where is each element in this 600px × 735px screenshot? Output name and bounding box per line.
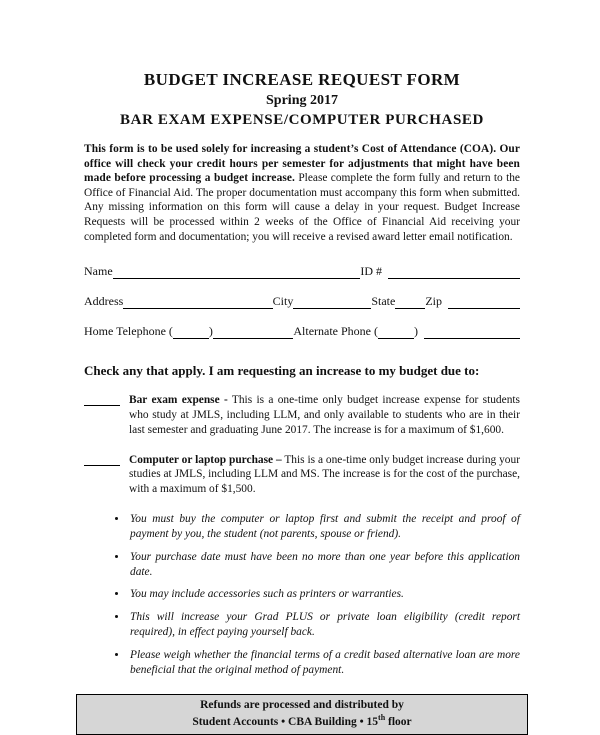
id-label: ID # xyxy=(360,264,382,279)
list-item: • Your purchase date must have been no more than one year before this application date. xyxy=(128,550,520,580)
address-label: Address xyxy=(84,294,124,309)
state-blank[interactable] xyxy=(395,295,425,309)
refunds-notice-line1: Refunds are processed and distributed by xyxy=(200,698,404,711)
alt-phone-area-blank[interactable] xyxy=(378,325,414,339)
name-blank[interactable] xyxy=(113,265,361,279)
list-item: • Please weigh whether the financial terms of a credit based alternative loan are more beneficial that the original method of payment. xyxy=(128,648,520,678)
ordinal-superscript: th xyxy=(378,713,386,723)
list-item: • This will increase your Grad PLUS or private loan eligibility (credit report required), in effect paying yourself back. xyxy=(128,610,520,640)
alt-phone-label: Alternate Phone ( xyxy=(293,324,378,339)
policy-bullet-list xyxy=(84,512,520,677)
phone-row xyxy=(84,324,520,339)
city-blank[interactable] xyxy=(293,295,371,309)
zip-blank[interactable] xyxy=(448,295,520,309)
document-title: BUDGET INCREASE REQUEST FORM xyxy=(143,70,461,89)
subject-subtitle: BAR EXAM EXPENSE/COMPUTER PURCHASED xyxy=(120,112,484,128)
computer-label: Computer or laptop purchase – xyxy=(129,453,282,466)
address-row xyxy=(84,294,520,309)
computer-item xyxy=(84,453,520,497)
home-phone-blank[interactable] xyxy=(213,325,293,339)
list-item: • You must buy the computer or laptop first and submit the receipt and proof of payment by you, the student (not parents, spouse or friend). xyxy=(128,512,520,542)
city-label: City xyxy=(272,294,294,309)
id-blank[interactable] xyxy=(388,265,520,279)
home-phone-close-paren: ) xyxy=(208,324,213,339)
bar-exam-description: This is a one-time only budget increase expense for students who study at JMLS, including LLM, and only available to students who are in their last semester and graduating June 2017. The increase is for a maximum of $1,600. xyxy=(129,394,520,436)
refunds-notice-line2 xyxy=(81,713,523,730)
home-phone-area-blank[interactable] xyxy=(173,325,209,339)
name-id-row xyxy=(84,264,520,279)
bar-exam-checkbox-blank[interactable] xyxy=(84,393,120,406)
intro-normal-text: Please complete the form fully and return to the Office of Financial Aid. The proper documentation must accompany this form when submitted. Any missing information on this form will cause a delay in your request. Budget Increase Requests will be processed within 2 weeks of the Office of Financial Aid receiving your completed form and documentation; you will receive a revised award letter email notification. xyxy=(84,172,520,243)
intro-paragraph xyxy=(84,142,520,244)
list-item: • You may include accessories such as printers or warranties. xyxy=(128,587,520,602)
bar-exam-text xyxy=(129,393,520,437)
intro-bold-text: This form is to be used solely for increasing a student’s Cost of Attendance (COA). Our office will check your credit hours per semester for adjustments that might have been made before processing a budget increase. xyxy=(84,143,520,185)
computer-description: This is a one-time only budget increase during your studies at JMLS, including LLM and MS. The increase is for the cost of the purchase, with a maximum of $1,500. xyxy=(129,453,520,496)
home-phone-label: Home Telephone ( xyxy=(84,324,173,339)
refunds-notice-line2-tail: floor xyxy=(385,715,412,728)
computer-checkbox-blank[interactable] xyxy=(84,453,120,466)
alt-phone-close-paren: ) xyxy=(414,324,418,339)
refunds-notice-box xyxy=(76,694,528,735)
computer-text xyxy=(129,453,520,497)
refunds-notice-line2-text: Student Accounts • CBA Building • 15 xyxy=(192,715,379,728)
alt-phone-blank[interactable] xyxy=(424,325,520,339)
checklist-heading: Check any that apply. I am requesting an increase to my budget due to: xyxy=(84,363,480,379)
zip-label: Zip xyxy=(425,294,442,309)
name-label: Name xyxy=(84,264,113,279)
term-subtitle: Spring 2017 xyxy=(266,93,338,108)
bar-exam-item xyxy=(84,393,520,437)
state-label: State xyxy=(371,294,396,309)
bar-exam-label: Bar exam expense - xyxy=(129,394,228,407)
address-blank[interactable] xyxy=(123,295,272,309)
